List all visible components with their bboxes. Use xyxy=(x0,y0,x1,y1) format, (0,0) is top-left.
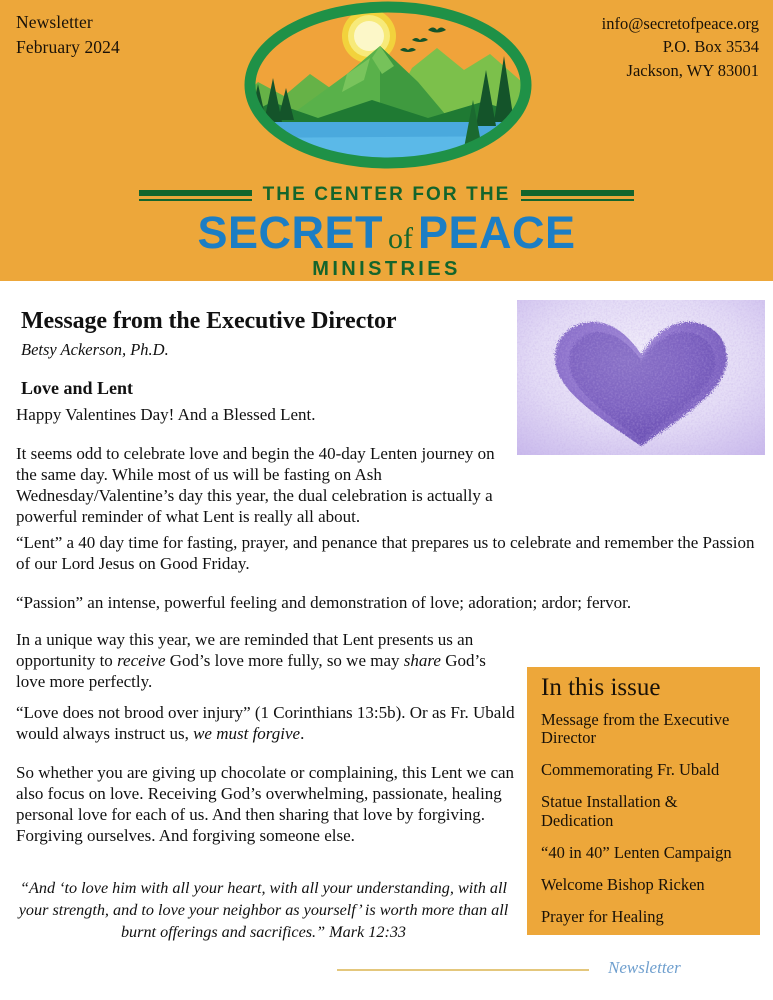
purple-powder-heart-photo xyxy=(517,300,765,455)
paragraph-5-emphasis-share: share xyxy=(403,651,441,671)
section-heading: Love and Lent xyxy=(21,378,134,398)
paragraph-1: Happy Valentines Day! And a Blessed Lent. xyxy=(16,405,316,424)
paragraph-2: It seems odd to celebrate love and begin the 40-day Lenten journey on the same day. While most of us will be fasting on Ash Wednesday/Valentine’s day this year, the dual celebration is actually a powerful reminder of what Lent is really all about. xyxy=(16,444,495,527)
paragraph-5-text-c: God’s love more perfectly. xyxy=(16,651,486,692)
paragraph-4: “Passion” an intense, powerful feeling and demonstration of love; adoration; ardor; fervor. xyxy=(16,593,632,612)
paragraph-3: “Lent” a 40 day time for fasting, prayer, and penance that prepares us to celebrate and remember the Passion of our Lord Jesus on Good Friday. xyxy=(16,533,755,574)
issue-date: February 2024 xyxy=(16,37,120,58)
paragraph-6-text-b: . xyxy=(300,724,305,744)
paragraph-5-text-b: God’s love more fully, so we may xyxy=(165,651,404,671)
logo-subtitle: MINISTRIES xyxy=(312,258,461,281)
mountain-lake-sunrise-emblem-icon xyxy=(232,0,544,174)
in-this-issue-box xyxy=(527,667,760,935)
paragraph-5-text-a: In a unique way this year, we are reminded that Lent presents us an opportunity to xyxy=(16,630,474,671)
scripture-quote: “And ‘to love him with all your heart, with all your understanding, with all your strength, and to love your neighbor as yourself’ is worth more than all burnt offerings and sacrifices.” Mark 12:33 xyxy=(18,879,509,941)
masthead-left xyxy=(16,10,120,61)
in-this-issue-list xyxy=(541,711,753,940)
newsletter-label: Newsletter xyxy=(16,12,93,32)
logo-name-connector: of xyxy=(387,222,413,255)
list-item[interactable]: Statue Installation & Dedication xyxy=(541,792,678,830)
list-item[interactable]: Commemorating Fr. Ubald xyxy=(541,760,720,780)
list-item[interactable]: “40 in 40” Lenten Campaign xyxy=(541,842,732,862)
logo-name-part1: SECRET xyxy=(197,207,383,258)
article-author: Betsy Ackerson, Ph.D. xyxy=(21,340,169,359)
header-band xyxy=(0,0,773,281)
paragraph-7: So whether you are giving up chocolate or complaining, this Lent we can also focus on love. Receiving God’s overwhelming, passionate, healing personal love for each of us. And then sharing that love by forgiving. Forgiving ourselves. And forgiving someone else. xyxy=(16,763,515,846)
paragraph-6 xyxy=(16,702,516,744)
contact-city-state-zip: Jackson, WY 83001 xyxy=(626,60,759,80)
logo-name-part2: PEACE xyxy=(417,207,576,258)
logo-tagline-row xyxy=(0,182,773,208)
paragraph-5 xyxy=(16,629,511,692)
paragraph-5-emphasis-receive: receive xyxy=(117,651,166,671)
footer-label: Newsletter xyxy=(608,958,681,977)
list-item[interactable]: Welcome Bishop Ricken xyxy=(541,874,705,894)
logo-tagline: THE CENTER FOR THE xyxy=(262,184,511,205)
paragraph-6-text-a: “Love does not brood over injury” (1 Corinthians 13:5b). Or as Fr. Ubald would always instruct us, xyxy=(16,703,515,744)
list-item[interactable]: Message from the Executive Director xyxy=(541,710,730,748)
page-title: Message from the Executive Director xyxy=(21,308,397,334)
list-item[interactable]: Prayer for Healing xyxy=(541,906,664,926)
footer-divider xyxy=(337,969,589,971)
contact-block xyxy=(602,12,759,82)
logo-name-row xyxy=(0,209,773,256)
tagline-rule-right-icon xyxy=(521,190,634,201)
tagline-rule-left-icon xyxy=(139,190,252,201)
in-this-issue-title: In this issue xyxy=(541,674,661,701)
logo-wordmark xyxy=(0,182,773,281)
contact-email: info@secretofpeace.org xyxy=(601,14,759,33)
contact-po-box: P.O. Box 3534 xyxy=(662,37,759,57)
paragraph-6-emphasis-forgive: we must forgive xyxy=(193,724,301,744)
